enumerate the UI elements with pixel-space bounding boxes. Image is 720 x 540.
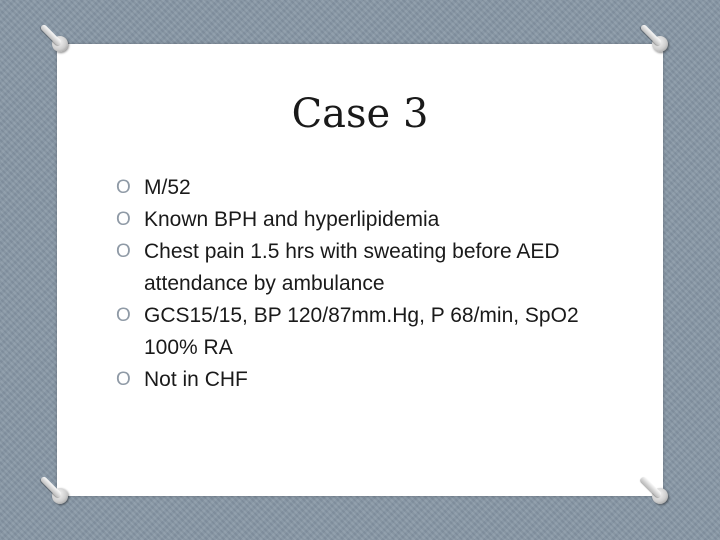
bullet-marker: O (116, 177, 131, 198)
bullet-item (116, 172, 616, 204)
bullet-item (116, 364, 616, 396)
bullet-marker: O (116, 209, 131, 230)
bullet-marker: O (116, 369, 131, 390)
bullet-text: Chest pain 1.5 hrs with sweating before AED attendance by ambulance (144, 240, 560, 295)
pin-icon (652, 36, 668, 52)
bullet-item (116, 204, 616, 236)
slide-title: Case 3 (291, 91, 429, 137)
pin-icon (652, 488, 668, 504)
bullet-item (116, 236, 616, 300)
bullet-list (116, 172, 616, 396)
bullet-text: Not in CHF (144, 368, 248, 391)
bullet-marker: O (116, 305, 131, 326)
pin-icon (52, 36, 68, 52)
bullet-text: Known BPH and hyperlipidemia (144, 208, 440, 231)
bullet-text: GCS15/15, BP 120/87mm.Hg, P 68/min, SpO2 100% RA (144, 304, 579, 359)
bullet-text: M/52 (144, 176, 191, 199)
pin-icon (52, 488, 68, 504)
bullet-marker: O (116, 241, 131, 262)
bullet-item (116, 300, 616, 364)
